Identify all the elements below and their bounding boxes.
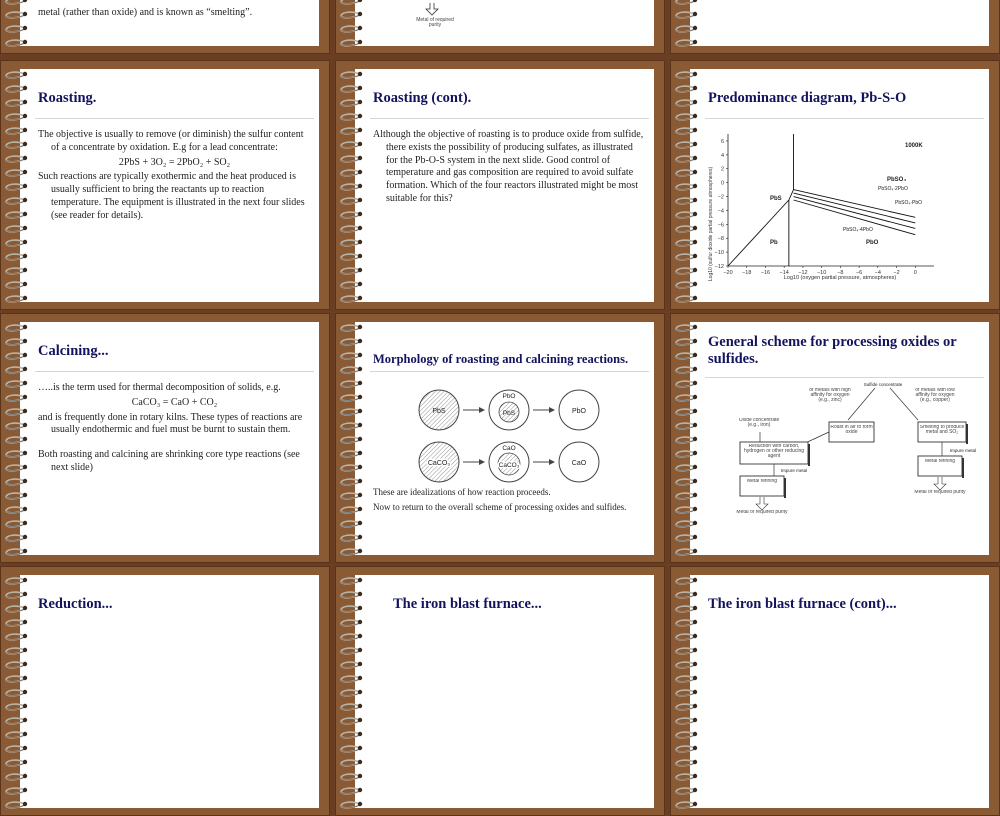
core-label-pbs: PbS	[502, 410, 516, 417]
binding-coil	[6, 606, 27, 612]
binding-coil	[676, 549, 697, 555]
slide-blank-partial[interactable]	[670, 0, 1000, 54]
binding-coil	[6, 746, 27, 752]
binding-coil	[6, 535, 27, 541]
slide-title: Reduction...	[38, 596, 113, 612]
binding-coil	[6, 142, 27, 148]
spiral-binding-icon	[0, 566, 40, 816]
slide-page	[355, 575, 654, 808]
calcining-paragraph-2: and is frequently done in rotary kilns. These types of reactions are usually endothermic and fuel must be burnt to sustain them.	[38, 411, 303, 436]
binding-coil	[341, 26, 362, 32]
binding-coil	[676, 128, 697, 134]
binding-coil	[676, 339, 697, 345]
y-tick-label: 0	[720, 180, 724, 187]
binding-coil	[676, 718, 697, 724]
process-flowchart: Sulfide concentrate of metals with high affinity for oxygen (e.g., zinc) of metals with low affinity for oxygen (e.g., copper) Oxide concentrate (e.g., iron) Roast in air to form oxide Reduction with carbon, hydrogen or other reducing agent Smelting to produce metal and SO₂ Impure metal Impure metal Metal refining Metal refining Metal of required purity Metal of required purity	[690, 380, 989, 550]
binding-coil	[676, 802, 697, 808]
spiral-binding-icon	[0, 313, 40, 563]
binding-coil	[341, 142, 362, 148]
binding-coil	[676, 592, 697, 598]
binding-coil	[341, 802, 362, 808]
binding-coil	[676, 226, 697, 232]
binding-coil	[676, 662, 697, 668]
binding-coil	[341, 156, 362, 162]
slide-title: Roasting (cont).	[373, 90, 472, 106]
region-label-pbso4-pbo: PbSO₄·PbO	[895, 200, 923, 206]
spiral-binding-icon	[670, 0, 710, 54]
y-tick-label: −2	[717, 194, 724, 201]
binding-coil	[6, 704, 27, 710]
binding-coil	[341, 0, 362, 4]
binding-coil	[676, 451, 697, 457]
calcining-equation: CaCO₃ = CaO + CO₂	[131, 396, 218, 408]
binding-coil	[341, 198, 362, 204]
binding-coil	[341, 86, 362, 92]
binding-coil	[341, 746, 362, 752]
region-label-pbso4-2pbo: PbSO₄·2PbO	[878, 186, 908, 192]
binding-coil	[341, 325, 362, 331]
spiral-binding-icon	[335, 60, 375, 310]
x-tick-label: −12	[798, 270, 808, 276]
binding-coil	[676, 690, 697, 696]
binding-coil	[676, 732, 697, 738]
x-tick-label: −20	[723, 270, 733, 276]
binding-coil	[6, 549, 27, 555]
region-label-pbso4-4pbo: PbSO₄·4PbO	[843, 227, 873, 233]
spiral-binding-icon	[335, 313, 375, 563]
slide-smelting-partial[interactable]	[0, 0, 330, 54]
y-tick-label: −4	[717, 208, 724, 215]
slide-title: Roasting.	[38, 90, 97, 106]
binding-coil	[676, 12, 697, 18]
binding-coil	[676, 578, 697, 584]
slide-predominance-diagram[interactable]	[670, 60, 1000, 310]
binding-coil	[341, 437, 362, 443]
binding-coil	[341, 732, 362, 738]
binding-coil	[341, 339, 362, 345]
spiral-binding-icon	[0, 0, 40, 54]
binding-coil	[6, 296, 27, 302]
binding-coil	[6, 240, 27, 246]
binding-coil	[676, 493, 697, 499]
core-label-caco3: CaCO₃	[498, 462, 520, 469]
binding-coil	[676, 465, 697, 471]
binding-coil	[676, 184, 697, 190]
slide-roasting[interactable]	[0, 60, 330, 310]
title-divider	[370, 118, 649, 119]
result-left: Metal of required purity	[736, 510, 788, 515]
binding-coil	[676, 40, 697, 46]
binding-coil	[676, 788, 697, 794]
binding-coil	[6, 578, 27, 584]
x-tick-label: −4	[874, 270, 881, 276]
shrinking-core-diagram	[355, 374, 654, 484]
binding-coil	[6, 40, 27, 46]
slide-blast-furnace-partial[interactable]	[335, 566, 665, 816]
x-tick-label: −10	[816, 270, 827, 276]
slide-page	[355, 0, 654, 46]
binding-coil	[676, 240, 697, 246]
binding-coil	[341, 662, 362, 668]
y-tick-label: 6	[720, 138, 724, 145]
binding-coil	[6, 662, 27, 668]
slide-text: metal (rather than oxide) and is known as “smelting”.	[38, 7, 253, 18]
binding-coil	[341, 704, 362, 710]
binding-coil	[341, 367, 362, 373]
binding-coil	[676, 479, 697, 485]
slide-body	[373, 487, 646, 513]
binding-coil	[676, 620, 697, 626]
binding-coil	[6, 592, 27, 598]
binding-coil	[676, 774, 697, 780]
binding-coil	[341, 578, 362, 584]
cao-label: CaO	[571, 460, 587, 467]
binding-coil	[676, 114, 697, 120]
binding-coil	[341, 212, 362, 218]
shell-label-pbo: PbO	[502, 393, 516, 400]
y-tick-label: 4	[720, 152, 724, 159]
binding-coil	[676, 409, 697, 415]
y-tick-label: −6	[717, 222, 724, 229]
binding-coil	[341, 170, 362, 176]
title-divider	[705, 377, 984, 378]
binding-coil	[6, 114, 27, 120]
binding-coil	[6, 325, 27, 331]
binding-coil	[676, 423, 697, 429]
chart-xlabel: Log10 (oxygen partial pressure, atmospheres)	[783, 275, 897, 281]
binding-coil	[676, 156, 697, 162]
binding-coil	[676, 704, 697, 710]
slide-title: Calcining...	[38, 343, 109, 359]
low-affinity-note: of metals with low affinity for oxygen (e.g., copper)	[915, 388, 955, 403]
pbo-label: PbO	[571, 408, 587, 415]
binding-coil	[6, 367, 27, 373]
boundary-line	[728, 200, 789, 266]
binding-coil	[341, 72, 362, 78]
binding-coil	[676, 26, 697, 32]
slide-page	[690, 322, 989, 555]
binding-coil	[6, 254, 27, 260]
x-tick-label: −14	[779, 270, 789, 276]
region-label-pbo: PbO	[866, 240, 879, 246]
impure-metal-right: Impure metal	[949, 448, 977, 453]
x-tick-label: 0	[913, 270, 917, 276]
binding-coil	[6, 634, 27, 640]
spiral-binding-icon	[335, 0, 375, 54]
region-label-pbso4: PbSO₄	[887, 177, 907, 183]
binding-coil	[341, 788, 362, 794]
roasting-paragraph-2: Such reactions are typically exothermic and the heat produced is usually sufficient to bring the reactants up to reaction temperature. The equipment is illustrated in the next four slides (see reader for details).	[38, 171, 305, 221]
caco3-label: CaCO₃	[427, 460, 451, 467]
binding-coil	[6, 409, 27, 415]
binding-coil	[6, 339, 27, 345]
binding-coil	[6, 760, 27, 766]
binding-coil	[6, 465, 27, 471]
spiral-binding-icon	[670, 60, 710, 310]
binding-coil	[341, 479, 362, 485]
binding-coil	[341, 521, 362, 527]
binding-coil	[676, 142, 697, 148]
x-tick-label: −16	[760, 270, 771, 276]
roasting-equation: 2PbS + 3O₂ = 2PbO₂ + SO₂	[118, 156, 231, 168]
binding-coil	[6, 690, 27, 696]
binding-coil	[6, 100, 27, 106]
binding-coil	[341, 12, 362, 18]
slide-page	[690, 0, 989, 46]
binding-coil	[6, 395, 27, 401]
roasting-cont-paragraph: Although the objective of roasting is to produce oxide from sulfide, there exists the possibility of producing sulfates, as illustrated for the Pb-O-S system in the next slide. Good control of temperature and gas composition are required to avoid sulfate formation. Which of the four reactors illustrated might be most suitable for this?	[373, 129, 644, 204]
binding-coil	[6, 128, 27, 134]
arrow-icon	[479, 459, 485, 465]
roasting-paragraph-1: The objective is usually to remove (or diminish) the sulfur content of a concentrate by oxidation. E.g for a lead concentrate:	[38, 129, 304, 153]
spiral-binding-icon	[670, 313, 710, 563]
boundary-line	[789, 190, 794, 200]
impure-metal-left: Impure metal	[780, 468, 808, 473]
down-arrow-icon	[934, 477, 946, 490]
binding-coil	[6, 521, 27, 527]
binding-coil	[6, 620, 27, 626]
down-arrow-icon	[756, 497, 768, 510]
title-divider	[35, 371, 314, 372]
pbs-label: PbS	[432, 408, 446, 415]
binding-coil	[341, 592, 362, 598]
slide-title: The iron blast furnace (cont)...	[708, 596, 897, 612]
binding-coil	[6, 170, 27, 176]
arrow-icon	[549, 459, 555, 465]
slide-title: General scheme for processing oxides or sulfides.	[708, 334, 957, 367]
oxide-concentrate-label: Oxide concentrate (e.g., iron)	[738, 418, 780, 428]
arrow-icon	[549, 407, 555, 413]
region-label-pbs: PbS	[770, 196, 782, 202]
binding-coil	[6, 732, 27, 738]
calcining-paragraph-1: …..is the term used for thermal decomposition of solids, e.g.	[38, 382, 281, 393]
binding-coil	[676, 0, 697, 4]
binding-coil	[676, 170, 697, 176]
binding-coil	[341, 381, 362, 387]
binding-coil	[6, 212, 27, 218]
binding-coil	[341, 254, 362, 260]
binding-coil	[676, 72, 697, 78]
binding-coil	[6, 676, 27, 682]
binding-coil	[6, 12, 27, 18]
binding-coil	[341, 676, 362, 682]
chart-annotation-1000k: 1000K	[905, 143, 923, 149]
binding-coil	[341, 493, 362, 499]
slide-title: Predominance diagram, Pb-S-O	[708, 90, 907, 106]
binding-coil	[341, 648, 362, 654]
binding-coil	[6, 718, 27, 724]
binding-coil	[676, 198, 697, 204]
binding-coil	[6, 451, 27, 457]
slide-body	[38, 129, 311, 223]
binding-coil	[6, 86, 27, 92]
slide-page	[20, 322, 319, 555]
title-divider	[705, 118, 984, 119]
binding-coil	[6, 282, 27, 288]
binding-coil	[341, 353, 362, 359]
binding-coil	[341, 395, 362, 401]
binding-coil	[676, 606, 697, 612]
binding-coil	[676, 254, 697, 260]
binding-coil	[6, 774, 27, 780]
binding-coil	[6, 0, 27, 4]
binding-coil	[6, 479, 27, 485]
region-label-pb: Pb	[770, 240, 778, 246]
binding-coil	[6, 226, 27, 232]
slide-blast-furnace-cont-partial[interactable]	[670, 566, 1000, 816]
binding-coil	[341, 634, 362, 640]
slide-page	[20, 575, 319, 808]
binding-coil	[676, 381, 697, 387]
y-tick-label: 2	[720, 166, 724, 173]
slide-flowchart-partial[interactable]	[335, 0, 665, 54]
x-tick-label: −18	[742, 270, 752, 276]
slide-roasting-cont[interactable]	[335, 60, 665, 310]
binding-coil	[676, 676, 697, 682]
binding-coil	[676, 353, 697, 359]
binding-coil	[676, 535, 697, 541]
slide-page	[20, 0, 319, 46]
binding-coil	[6, 802, 27, 808]
binding-coil	[341, 690, 362, 696]
arrow-icon	[479, 407, 485, 413]
sulfide-concentrate-label: Sulfide concentrate	[863, 382, 903, 387]
high-affinity-note: of metals with high affinity for oxygen (e.g., zinc)	[809, 388, 851, 403]
binding-coil	[676, 86, 697, 92]
binding-coil	[341, 774, 362, 780]
title-divider	[35, 118, 314, 119]
binding-coil	[341, 40, 362, 46]
binding-coil	[6, 437, 27, 443]
binding-coil	[6, 423, 27, 429]
y-tick-label: −8	[717, 236, 724, 243]
x-tick-label: −6	[855, 270, 863, 276]
slide-page	[690, 575, 989, 808]
binding-coil	[341, 451, 362, 457]
slide-page	[690, 69, 989, 302]
binding-coil	[6, 381, 27, 387]
y-tick-label: −12	[714, 264, 724, 270]
binding-coil	[676, 282, 697, 288]
morphology-paragraph-2: Now to return to the overall scheme of processing oxides and sulfides.	[373, 501, 627, 512]
binding-coil	[676, 521, 697, 527]
binding-coil	[341, 128, 362, 134]
binding-coil	[676, 634, 697, 640]
slide-body	[373, 129, 646, 206]
slide-reduction-partial[interactable]	[0, 566, 330, 816]
boundary-line	[794, 193, 916, 223]
binding-coil	[6, 198, 27, 204]
binding-coil	[676, 296, 697, 302]
binding-coil	[6, 268, 27, 274]
spiral-binding-icon	[0, 60, 40, 310]
slide-morphology[interactable]	[335, 313, 665, 563]
slide-general-scheme[interactable]	[670, 313, 1000, 563]
binding-coil	[341, 100, 362, 106]
flowchart-caption: Metal of required purity	[416, 17, 454, 28]
chart-ylabel: Log10 (sulfur dioxide partial pressure atmospheres)	[708, 166, 714, 282]
spiral-binding-icon	[335, 566, 375, 816]
binding-coil	[341, 282, 362, 288]
result-right: Metal of required purity	[914, 490, 966, 495]
binding-coil	[341, 114, 362, 120]
binding-coil	[341, 296, 362, 302]
slide-page	[355, 322, 654, 555]
binding-coil	[341, 423, 362, 429]
y-tick-label: −10	[714, 250, 724, 257]
predominance-chart	[690, 124, 989, 294]
binding-coil	[341, 409, 362, 415]
binding-coil	[6, 353, 27, 359]
shell-label-cao: CaO	[502, 445, 516, 452]
binding-coil	[341, 226, 362, 232]
binding-coil	[676, 367, 697, 373]
binding-coil	[6, 507, 27, 513]
binding-coil	[676, 100, 697, 106]
binding-coil	[341, 718, 362, 724]
binding-coil	[676, 212, 697, 218]
binding-coil	[341, 268, 362, 274]
binding-coil	[676, 325, 697, 331]
x-tick-label: −8	[837, 270, 844, 276]
binding-coil	[676, 395, 697, 401]
slide-page	[20, 69, 319, 302]
binding-coil	[341, 535, 362, 541]
binding-coil	[6, 156, 27, 162]
binding-coil	[6, 648, 27, 654]
binding-coil	[676, 760, 697, 766]
binding-coil	[341, 760, 362, 766]
slide-title: The iron blast furnace...	[393, 596, 542, 612]
binding-coil	[341, 620, 362, 626]
slide-page	[355, 69, 654, 302]
slide-calcining[interactable]	[0, 313, 330, 563]
binding-coil	[341, 184, 362, 190]
binding-coil	[676, 648, 697, 654]
title-divider	[370, 371, 649, 372]
morphology-paragraph-1: These are idealizations of how reaction proceeds.	[373, 487, 551, 497]
binding-coil	[6, 184, 27, 190]
binding-coil	[676, 437, 697, 443]
slide-body	[38, 382, 311, 475]
binding-coil	[341, 549, 362, 555]
binding-coil	[6, 493, 27, 499]
binding-coil	[341, 507, 362, 513]
binding-coil	[676, 507, 697, 513]
binding-coil	[341, 240, 362, 246]
slide-title: Morphology of roasting and calcining reactions.	[373, 352, 629, 366]
binding-coil	[6, 26, 27, 32]
binding-coil	[341, 606, 362, 612]
binding-coil	[6, 72, 27, 78]
spiral-binding-icon	[670, 566, 710, 816]
binding-coil	[6, 788, 27, 794]
x-tick-label: −2	[893, 270, 900, 276]
binding-coil	[676, 268, 697, 274]
calcining-paragraph-3: Both roasting and calcining are shrinking core type reactions (see next slide)	[38, 449, 300, 473]
binding-coil	[341, 465, 362, 471]
binding-coil	[676, 746, 697, 752]
